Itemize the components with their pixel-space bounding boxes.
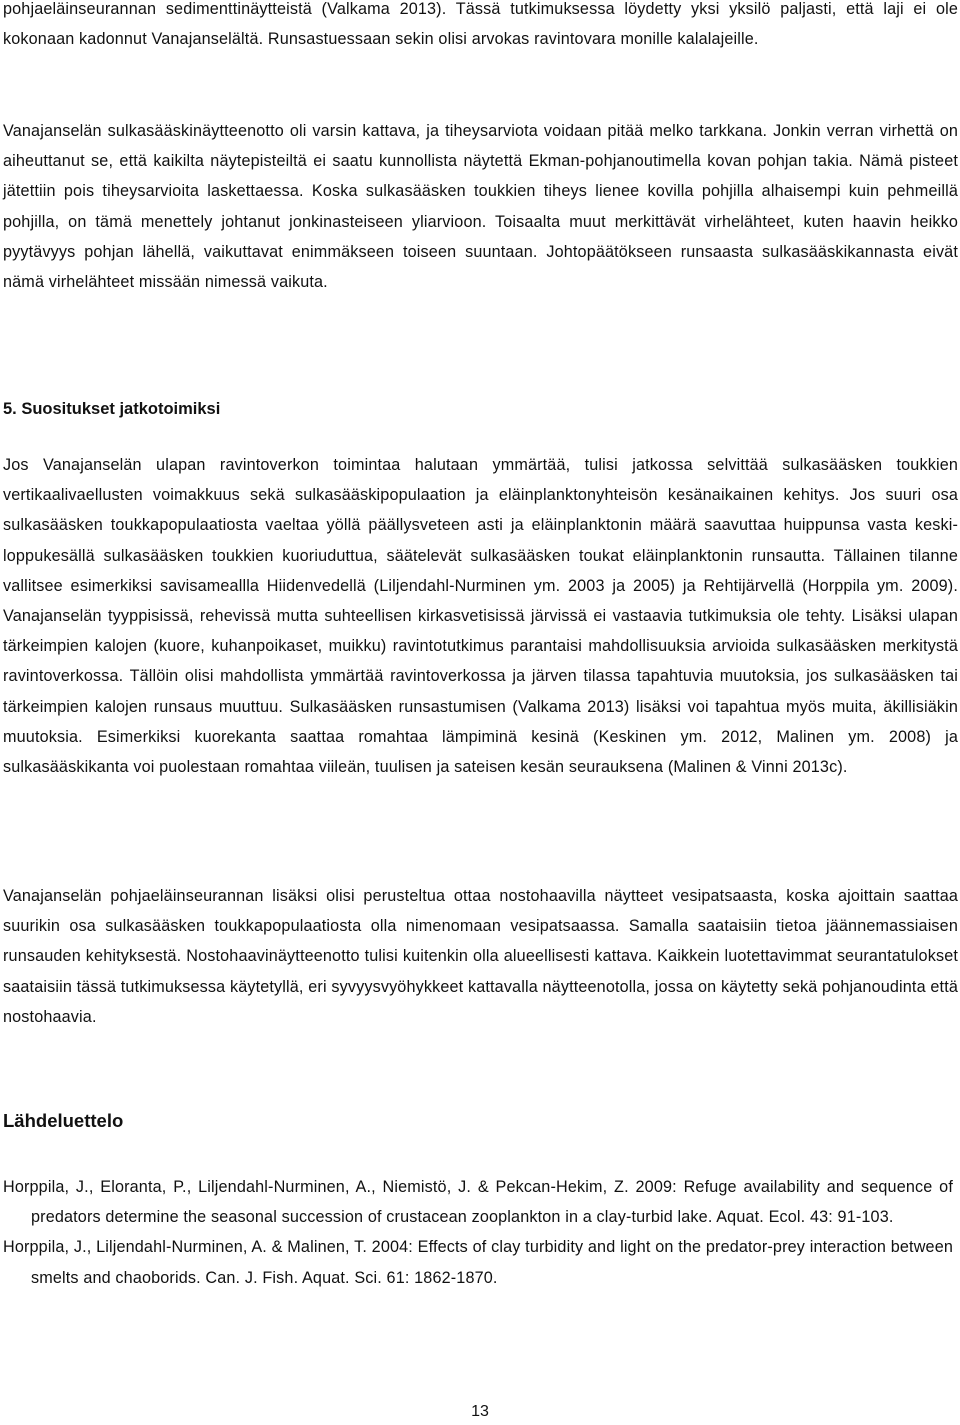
page-number: 13 bbox=[471, 1403, 489, 1420]
body-paragraph-3: Jos Vanajanselän ulapan ravintoverkon toimintaa halutaan ymmärtää, tulisi jatkossa selvittää sulkasääsken toukkien vertikaalivaellusten voimakkuus sekä sulkasääskipopulaation ja eläinplanktonyhteisön kesänaikainen kehitys. Jos suuri osa sulkasääsken toukkapopulaatiosta vaeltaa yöllä päällysveteen asti ja eläinplanktonin määrä saavuttaa huippunsa vasta keski-loppukesällä sulkasääsken toukkien kuoriuduttua, säätelevät sulkasääsken toukat eläinplanktonin runsautta. Tällainen tilanne vallitsee esimerkiksi savisameallla Hiidenvedellä (Liljendahl-Nurminen ym. 2003 ja 2005) ja Rehtijärvellä (Horppila ym. 2009). Vanajanselän tyyppisissä, rehevissä mutta suhteellisen kirkasvetisissä järvissä ei vastaavia tutkimuksia ole tehty. Lisäksi ulapan tärkeimpien kalojen (kuore, kuhanpoikaset, muikku) ravintotutkimus parantaisi mahdollisuuksia arvioida sulkasääsken merkitystä ravintoverkossa. Tällöin olisi mahdollista ymmärtää ravintoverkossa ja järven tilassa tapahtuvia muutoksia, jos sulkasääsken tai tärkeimpien kalojen runsaus muuttuu. Sulkasääsken runsastumisen (Valkama 2013) lisäksi voi tapahtua myös muita, äkillisiäkin muutoksia. Esimerkiksi kuorekanta saattaa romahtaa lämpiminä kesinä (Keskinen ym. 2012, Malinen ym. 2008) ja sulkasääskikanta voi puolestaan romahtaa viileän, tuulisen ja sateisen kesän seurauksena (Malinen & Vinni 2013c). bbox=[3, 456, 958, 777]
reference-item: Horppila, J., Eloranta, P., Liljendahl-Nurminen, A., Niemistö, J. & Pekcan-Hekim, Z. 2009: Refuge availability and sequence of predators determine the seasonal succession of crustacean zooplankton in a clay-turbid lake. Aquat. Ecol. 43: 91-103. bbox=[3, 1178, 953, 1227]
reference-list bbox=[3, 1172, 953, 1293]
section-heading: 5. Suositukset jatkotoimiksi bbox=[3, 400, 221, 418]
body-paragraph-1: pohjaeläinseurannan sedimenttinäytteistä (Valkama 2013). Tässä tutkimuksessa löydetty yksi yksilö paljasti, että laji ei ole kokonaan kadonnut Vanajanselältä. Runsastuessaan sekin olisi arvokas ravintovara monille kalalajeille. bbox=[3, 0, 958, 49]
reference-item: Horppila, J., Liljendahl-Nurminen, A. & Malinen, T. 2004: Effects of clay turbidity and light on the predator-prey interaction between smelts and chaoborids. Can. J. Fish. Aquat. Sci. 61: 1862-1870. bbox=[3, 1238, 953, 1287]
references-heading: Lähdeluettelo bbox=[3, 1110, 124, 1131]
body-paragraph-2: Vanajanselän sulkasääskinäytteenotto oli varsin kattava, ja tiheysarviota voidaan pitää melko tarkkana. Jonkin verran virhettä on aiheuttanut se, että kaikilta näytepisteiltä ei saatu kunnollista näytettä Ekman-pohjanoutimella kovan pohjan takia. Nämä pisteet jätettiin pois tiheysarvioita laskettaessa. Koska sulkasääsken toukkien tiheys lienee kovilla pohjilla alhaisempi kuin pehmeillä pohjilla, on tämä menettely johtanut jonkinasteiseen yliarvioon. Toisaalta muut merkittävät virhelähteet, kuten haavin heikko pyytävyys pohjan lähellä, vaikuttavat enimmäkseen toiseen suuntaan. Johtopäätökseen runsaasta sulkasääskikannasta eivät nämä virhelähteet missään nimessä vaikuta. bbox=[3, 122, 958, 292]
body-paragraph-4: Vanajanselän pohjaeläinseurannan lisäksi olisi perusteltua ottaa nostohaavilla näytteet vesipatsaasta, koska ajoittain saattaa suurikin osa sulkasääsken toukkapopulaatiosta olla nimenomaan vesipatsaassa. Samalla saataisiin tietoa jäännemassiaisen runsauden kehityksestä. Nostohaavinäytteenotto tulisi kuitenkin olla alueellisesti kattava. Kaikkein luotettavimmat seurantatulokset saataisiin tässä tutkimuksessa käytetyllä, eri syvyysvyöhykkeet kattavalla näytteenotolla, jossa on käytetty sekä pohjanoudinta että nostohaavia. bbox=[3, 887, 958, 1026]
